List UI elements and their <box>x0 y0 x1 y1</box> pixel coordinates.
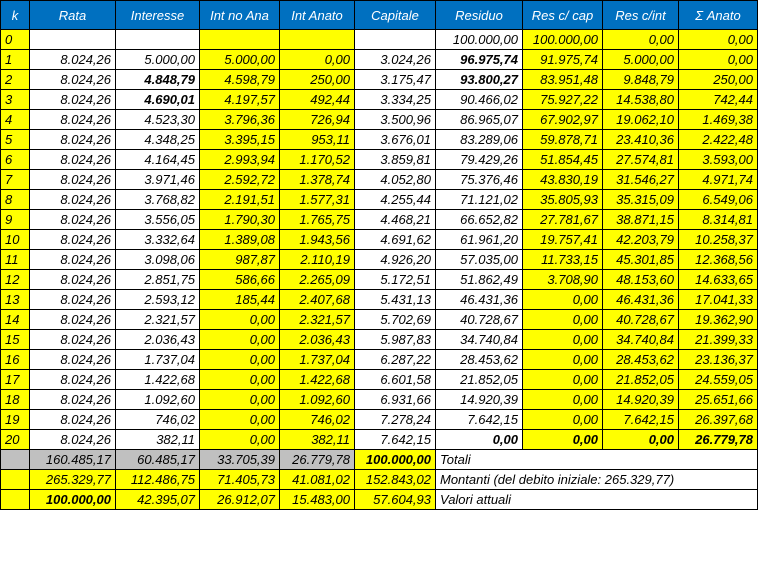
table-cell[interactable]: 40.728,67 <box>603 310 679 330</box>
table-cell[interactable]: 17.041,33 <box>679 290 758 310</box>
row-index-cell[interactable]: 11 <box>1 250 30 270</box>
table-cell[interactable]: 0,00 <box>523 290 603 310</box>
table-cell[interactable]: 250,00 <box>280 70 355 90</box>
table-cell[interactable]: 34.740,84 <box>436 330 523 350</box>
table-cell[interactable]: 79.429,26 <box>436 150 523 170</box>
table-cell[interactable]: 746,02 <box>280 410 355 430</box>
table-cell[interactable]: 1.790,30 <box>200 210 280 230</box>
table-cell[interactable]: 7.642,15 <box>603 410 679 430</box>
summary-index-cell <box>1 450 30 470</box>
table-cell[interactable]: 8.024,26 <box>30 150 116 170</box>
table-cell[interactable]: 40.728,67 <box>436 310 523 330</box>
table-cell[interactable]: 8.024,26 <box>30 370 116 390</box>
table-cell[interactable] <box>116 30 200 50</box>
table-cell[interactable]: 46.431,36 <box>436 290 523 310</box>
table-cell[interactable]: 0,00 <box>523 390 603 410</box>
table-cell[interactable]: 4.971,74 <box>679 170 758 190</box>
table-cell[interactable]: 1.378,74 <box>280 170 355 190</box>
table-cell[interactable]: 48.153,60 <box>603 270 679 290</box>
column-header[interactable]: Rata <box>30 1 116 30</box>
table-cell[interactable]: 3.175,47 <box>355 70 436 90</box>
summary-label: Valori attuali <box>436 490 758 510</box>
row-index-cell[interactable]: 1 <box>1 50 30 70</box>
row-index-cell[interactable]: 3 <box>1 90 30 110</box>
table-cell[interactable]: 4.164,45 <box>116 150 200 170</box>
table-cell[interactable]: 2.321,57 <box>116 310 200 330</box>
table-cell[interactable]: 6.931,66 <box>355 390 436 410</box>
table-cell[interactable]: 0,00 <box>436 430 523 450</box>
table-cell[interactable]: 1.422,68 <box>116 370 200 390</box>
table-row <box>1 210 758 230</box>
table-cell[interactable]: 3.024,26 <box>355 50 436 70</box>
table-cell[interactable]: 19.362,90 <box>679 310 758 330</box>
table-cell[interactable]: 51.854,45 <box>523 150 603 170</box>
table-cell[interactable]: 5.172,51 <box>355 270 436 290</box>
table-cell[interactable]: 382,11 <box>116 430 200 450</box>
table-cell[interactable]: 8.024,26 <box>30 70 116 90</box>
table-cell[interactable]: 3.971,46 <box>116 170 200 190</box>
table-cell[interactable]: 0,00 <box>523 350 603 370</box>
table-cell[interactable]: 96.975,74 <box>436 50 523 70</box>
table-cell[interactable]: 5.000,00 <box>603 50 679 70</box>
table-cell[interactable]: 8.024,26 <box>30 210 116 230</box>
table-cell[interactable] <box>280 30 355 50</box>
table-cell[interactable]: 1.092,60 <box>116 390 200 410</box>
table-cell[interactable]: 57.035,00 <box>436 250 523 270</box>
summary-cell[interactable]: 160.485,17 <box>30 450 116 470</box>
table-row <box>1 370 758 390</box>
summary-cell[interactable]: 26.779,78 <box>280 450 355 470</box>
column-header[interactable]: Res c/int <box>603 1 679 30</box>
summary-cell[interactable]: 42.395,07 <box>116 490 200 510</box>
table-cell[interactable]: 5.000,00 <box>200 50 280 70</box>
table-cell[interactable]: 0,00 <box>523 430 603 450</box>
table-cell[interactable]: 8.024,26 <box>30 250 116 270</box>
summary-cell[interactable]: 26.912,07 <box>200 490 280 510</box>
column-header[interactable]: Int no Ana <box>200 1 280 30</box>
table-row <box>1 330 758 350</box>
table-cell[interactable]: 4.052,80 <box>355 170 436 190</box>
table-cell[interactable] <box>355 30 436 50</box>
table-cell[interactable]: 7.642,15 <box>436 410 523 430</box>
row-index-cell[interactable]: 8 <box>1 190 30 210</box>
table-cell[interactable]: 8.314,81 <box>679 210 758 230</box>
table-cell[interactable]: 3.500,96 <box>355 110 436 130</box>
row-index-cell[interactable]: 4 <box>1 110 30 130</box>
table-cell[interactable] <box>30 30 116 50</box>
table-cell[interactable]: 38.871,15 <box>603 210 679 230</box>
table-cell[interactable]: 100.000,00 <box>436 30 523 50</box>
summary-cell[interactable]: 41.081,02 <box>280 470 355 490</box>
table-cell[interactable]: 1.469,38 <box>679 110 758 130</box>
table-cell[interactable]: 86.965,07 <box>436 110 523 130</box>
summary-cell[interactable]: 33.705,39 <box>200 450 280 470</box>
table-cell[interactable]: 100.000,00 <box>523 30 603 50</box>
table-cell[interactable]: 185,44 <box>200 290 280 310</box>
table-cell[interactable]: 0,00 <box>200 430 280 450</box>
row-index-cell[interactable]: 6 <box>1 150 30 170</box>
table-row <box>1 50 758 70</box>
table-cell[interactable]: 28.453,62 <box>603 350 679 370</box>
table-cell[interactable]: 4.691,62 <box>355 230 436 250</box>
column-header[interactable]: Int Anato <box>280 1 355 30</box>
table-cell[interactable]: 31.546,27 <box>603 170 679 190</box>
table-row <box>1 250 758 270</box>
table-cell[interactable]: 4.348,25 <box>116 130 200 150</box>
table-row <box>1 270 758 290</box>
table-cell[interactable]: 2.036,43 <box>280 330 355 350</box>
table-cell[interactable]: 492,44 <box>280 90 355 110</box>
table-cell[interactable]: 27.781,67 <box>523 210 603 230</box>
table-cell[interactable]: 1.422,68 <box>280 370 355 390</box>
table-cell[interactable]: 1.092,60 <box>280 390 355 410</box>
table-cell[interactable]: 6.601,58 <box>355 370 436 390</box>
row-index-cell[interactable]: 15 <box>1 330 30 350</box>
table-cell[interactable]: 2.592,72 <box>200 170 280 190</box>
table-row <box>1 90 758 110</box>
table-cell[interactable]: 7.278,24 <box>355 410 436 430</box>
row-index-cell[interactable]: 20 <box>1 430 30 450</box>
table-cell[interactable]: 0,00 <box>679 50 758 70</box>
table-cell[interactable]: 19.757,41 <box>523 230 603 250</box>
row-index-cell[interactable]: 18 <box>1 390 30 410</box>
table-cell[interactable]: 3.395,15 <box>200 130 280 150</box>
table-cell[interactable]: 3.859,81 <box>355 150 436 170</box>
summary-label: Montanti (del debito iniziale: 265.329,77) <box>436 470 758 490</box>
table-cell[interactable]: 14.633,65 <box>679 270 758 290</box>
summary-cell[interactable]: 71.405,73 <box>200 470 280 490</box>
column-header[interactable]: k <box>1 1 30 30</box>
summary-row <box>1 470 758 490</box>
table-cell[interactable]: 67.902,97 <box>523 110 603 130</box>
row-index-cell[interactable]: 0 <box>1 30 30 50</box>
table-cell[interactable]: 26.397,68 <box>679 410 758 430</box>
table-cell[interactable]: 250,00 <box>679 70 758 90</box>
table-cell[interactable]: 1.170,52 <box>280 150 355 170</box>
table-cell[interactable]: 726,94 <box>280 110 355 130</box>
table-cell[interactable]: 4.848,79 <box>116 70 200 90</box>
column-header[interactable]: Residuo <box>436 1 523 30</box>
table-cell[interactable]: 1.765,75 <box>280 210 355 230</box>
table-cell[interactable]: 93.800,27 <box>436 70 523 90</box>
table-cell[interactable]: 2.265,09 <box>280 270 355 290</box>
summary-cell[interactable]: 60.485,17 <box>116 450 200 470</box>
table-row <box>1 390 758 410</box>
table-cell[interactable]: 11.733,15 <box>523 250 603 270</box>
table-cell[interactable]: 90.466,02 <box>436 90 523 110</box>
table-cell[interactable]: 953,11 <box>280 130 355 150</box>
summary-row <box>1 490 758 510</box>
table-cell[interactable]: 3.593,00 <box>679 150 758 170</box>
table-cell[interactable]: 35.805,93 <box>523 190 603 210</box>
table-cell[interactable]: 2.422,48 <box>679 130 758 150</box>
table-cell[interactable]: 4.523,30 <box>116 110 200 130</box>
table-cell[interactable]: 8.024,26 <box>30 50 116 70</box>
table-cell[interactable]: 91.975,74 <box>523 50 603 70</box>
table-cell[interactable]: 21.852,05 <box>603 370 679 390</box>
table-cell[interactable]: 0,00 <box>200 350 280 370</box>
table-cell[interactable]: 66.652,82 <box>436 210 523 230</box>
table-cell[interactable]: 0,00 <box>603 30 679 50</box>
row-index-cell[interactable]: 10 <box>1 230 30 250</box>
summary-cell[interactable]: 152.843,02 <box>355 470 436 490</box>
table-cell[interactable]: 27.574,81 <box>603 150 679 170</box>
row-index-cell[interactable]: 19 <box>1 410 30 430</box>
row-index-cell[interactable]: 2 <box>1 70 30 90</box>
table-cell[interactable]: 9.848,79 <box>603 70 679 90</box>
table-cell[interactable]: 83.951,48 <box>523 70 603 90</box>
table-cell[interactable]: 8.024,26 <box>30 350 116 370</box>
row-index-cell[interactable]: 14 <box>1 310 30 330</box>
table-cell[interactable]: 14.920,39 <box>436 390 523 410</box>
table-cell[interactable]: 586,66 <box>200 270 280 290</box>
table-cell[interactable]: 23.410,36 <box>603 130 679 150</box>
table-cell[interactable]: 51.862,49 <box>436 270 523 290</box>
table-cell[interactable]: 0,00 <box>603 430 679 450</box>
table-cell[interactable]: 6.549,06 <box>679 190 758 210</box>
table-row <box>1 310 758 330</box>
table-cell[interactable]: 46.431,36 <box>603 290 679 310</box>
summary-label: Totali <box>436 450 758 470</box>
table-cell[interactable]: 3.556,05 <box>116 210 200 230</box>
table-cell[interactable]: 1.577,31 <box>280 190 355 210</box>
table-row <box>1 350 758 370</box>
table-cell[interactable]: 59.878,71 <box>523 130 603 150</box>
column-header[interactable]: Interesse <box>116 1 200 30</box>
table-cell[interactable]: 1.737,04 <box>116 350 200 370</box>
table-cell[interactable]: 5.000,00 <box>116 50 200 70</box>
table-cell[interactable]: 14.920,39 <box>603 390 679 410</box>
table-cell[interactable]: 2.593,12 <box>116 290 200 310</box>
summary-cell[interactable]: 100.000,00 <box>355 450 436 470</box>
table-cell[interactable]: 4.197,57 <box>200 90 280 110</box>
table-cell[interactable]: 35.315,09 <box>603 190 679 210</box>
table-cell[interactable]: 45.301,85 <box>603 250 679 270</box>
table-cell[interactable]: 4.255,44 <box>355 190 436 210</box>
column-header[interactable]: Capitale <box>355 1 436 30</box>
table-cell[interactable]: 7.642,15 <box>355 430 436 450</box>
table-cell[interactable] <box>200 30 280 50</box>
table-cell[interactable]: 5.431,13 <box>355 290 436 310</box>
table-cell[interactable]: 4.690,01 <box>116 90 200 110</box>
table-cell[interactable]: 987,87 <box>200 250 280 270</box>
table-cell[interactable]: 14.538,80 <box>603 90 679 110</box>
summary-row <box>1 450 758 470</box>
table-cell[interactable]: 8.024,26 <box>30 190 116 210</box>
table-cell[interactable]: 746,02 <box>116 410 200 430</box>
table-cell[interactable]: 42.203,79 <box>603 230 679 250</box>
table-cell[interactable]: 8.024,26 <box>30 130 116 150</box>
table-cell[interactable]: 0,00 <box>200 310 280 330</box>
table-cell[interactable]: 8.024,26 <box>30 270 116 290</box>
table-cell[interactable]: 0,00 <box>280 50 355 70</box>
table-cell[interactable]: 8.024,26 <box>30 430 116 450</box>
summary-cell[interactable]: 265.329,77 <box>30 470 116 490</box>
summary-index-cell <box>1 470 30 490</box>
table-cell[interactable]: 5.987,83 <box>355 330 436 350</box>
table-cell[interactable]: 2.851,75 <box>116 270 200 290</box>
table-cell[interactable]: 3.768,82 <box>116 190 200 210</box>
column-header[interactable]: Res c/ cap <box>523 1 603 30</box>
table-cell[interactable]: 3.098,06 <box>116 250 200 270</box>
table-cell[interactable]: 2.191,51 <box>200 190 280 210</box>
header-row <box>1 1 758 30</box>
row-index-cell[interactable]: 7 <box>1 170 30 190</box>
table-row <box>1 190 758 210</box>
table-cell[interactable]: 3.676,01 <box>355 130 436 150</box>
table-cell[interactable]: 43.830,19 <box>523 170 603 190</box>
table-row <box>1 430 758 450</box>
table-cell[interactable]: 12.368,56 <box>679 250 758 270</box>
table-cell[interactable]: 21.399,33 <box>679 330 758 350</box>
table-cell[interactable]: 71.121,02 <box>436 190 523 210</box>
table-cell[interactable]: 8.024,26 <box>30 330 116 350</box>
table-cell[interactable]: 19.062,10 <box>603 110 679 130</box>
row-index-cell[interactable]: 16 <box>1 350 30 370</box>
table-cell[interactable]: 10.258,37 <box>679 230 758 250</box>
summary-cell[interactable]: 15.483,00 <box>280 490 355 510</box>
table-cell[interactable]: 0,00 <box>200 390 280 410</box>
table-cell[interactable]: 1.389,08 <box>200 230 280 250</box>
summary-cell[interactable]: 57.604,93 <box>355 490 436 510</box>
table-cell[interactable]: 1.737,04 <box>280 350 355 370</box>
table-cell[interactable]: 61.961,20 <box>436 230 523 250</box>
row-index-cell[interactable]: 12 <box>1 270 30 290</box>
table-cell[interactable]: 0,00 <box>679 30 758 50</box>
table-row <box>1 290 758 310</box>
table-cell[interactable]: 0,00 <box>523 410 603 430</box>
row-index-cell[interactable]: 5 <box>1 130 30 150</box>
table-cell[interactable]: 0,00 <box>523 370 603 390</box>
table-cell[interactable]: 3.332,64 <box>116 230 200 250</box>
table-cell[interactable]: 26.779,78 <box>679 430 758 450</box>
table-cell[interactable]: 3.796,36 <box>200 110 280 130</box>
table-row <box>1 170 758 190</box>
table-cell[interactable]: 8.024,26 <box>30 410 116 430</box>
table-cell[interactable]: 2.407,68 <box>280 290 355 310</box>
table-row <box>1 410 758 430</box>
table-cell[interactable]: 2.993,94 <box>200 150 280 170</box>
table-cell[interactable]: 0,00 <box>200 410 280 430</box>
table-cell[interactable]: 8.024,26 <box>30 290 116 310</box>
table-cell[interactable]: 34.740,84 <box>603 330 679 350</box>
table-cell[interactable]: 3.708,90 <box>523 270 603 290</box>
table-cell[interactable]: 4.598,79 <box>200 70 280 90</box>
table-cell[interactable]: 8.024,26 <box>30 230 116 250</box>
table-row <box>1 70 758 90</box>
summary-cell[interactable]: 112.486,75 <box>116 470 200 490</box>
table-cell[interactable]: 2.036,43 <box>116 330 200 350</box>
row-index-cell[interactable]: 9 <box>1 210 30 230</box>
table-cell[interactable]: 6.287,22 <box>355 350 436 370</box>
table-cell[interactable]: 75.927,22 <box>523 90 603 110</box>
table-cell[interactable]: 742,44 <box>679 90 758 110</box>
table-cell[interactable]: 4.926,20 <box>355 250 436 270</box>
table-cell[interactable]: 21.852,05 <box>436 370 523 390</box>
table-cell[interactable]: 8.024,26 <box>30 90 116 110</box>
table-cell[interactable]: 25.651,66 <box>679 390 758 410</box>
table-cell[interactable]: 8.024,26 <box>30 390 116 410</box>
table-cell[interactable]: 2.321,57 <box>280 310 355 330</box>
summary-index-cell <box>1 490 30 510</box>
table-cell[interactable]: 83.289,06 <box>436 130 523 150</box>
table-cell[interactable]: 3.334,25 <box>355 90 436 110</box>
table-cell[interactable]: 8.024,26 <box>30 310 116 330</box>
table-cell[interactable]: 0,00 <box>523 330 603 350</box>
table-cell[interactable]: 28.453,62 <box>436 350 523 370</box>
table-row <box>1 230 758 250</box>
table-cell[interactable]: 1.943,56 <box>280 230 355 250</box>
table-row <box>1 110 758 130</box>
table-cell[interactable]: 75.376,46 <box>436 170 523 190</box>
table-cell[interactable]: 0,00 <box>523 310 603 330</box>
table-cell[interactable]: 5.702,69 <box>355 310 436 330</box>
row-index-cell[interactable]: 13 <box>1 290 30 310</box>
table-cell[interactable]: 2.110,19 <box>280 250 355 270</box>
table-cell[interactable]: 23.136,37 <box>679 350 758 370</box>
table-cell[interactable]: 382,11 <box>280 430 355 450</box>
row-index-cell[interactable]: 17 <box>1 370 30 390</box>
table-cell[interactable]: 24.559,05 <box>679 370 758 390</box>
table-cell[interactable]: 8.024,26 <box>30 110 116 130</box>
table-row <box>1 30 758 50</box>
column-header[interactable]: Σ Anato <box>679 1 758 30</box>
summary-cell[interactable]: 100.000,00 <box>30 490 116 510</box>
table-row <box>1 150 758 170</box>
table-cell[interactable]: 8.024,26 <box>30 170 116 190</box>
table-cell[interactable]: 0,00 <box>200 370 280 390</box>
table-cell[interactable]: 4.468,21 <box>355 210 436 230</box>
table-row <box>1 130 758 150</box>
table-cell[interactable]: 0,00 <box>200 330 280 350</box>
